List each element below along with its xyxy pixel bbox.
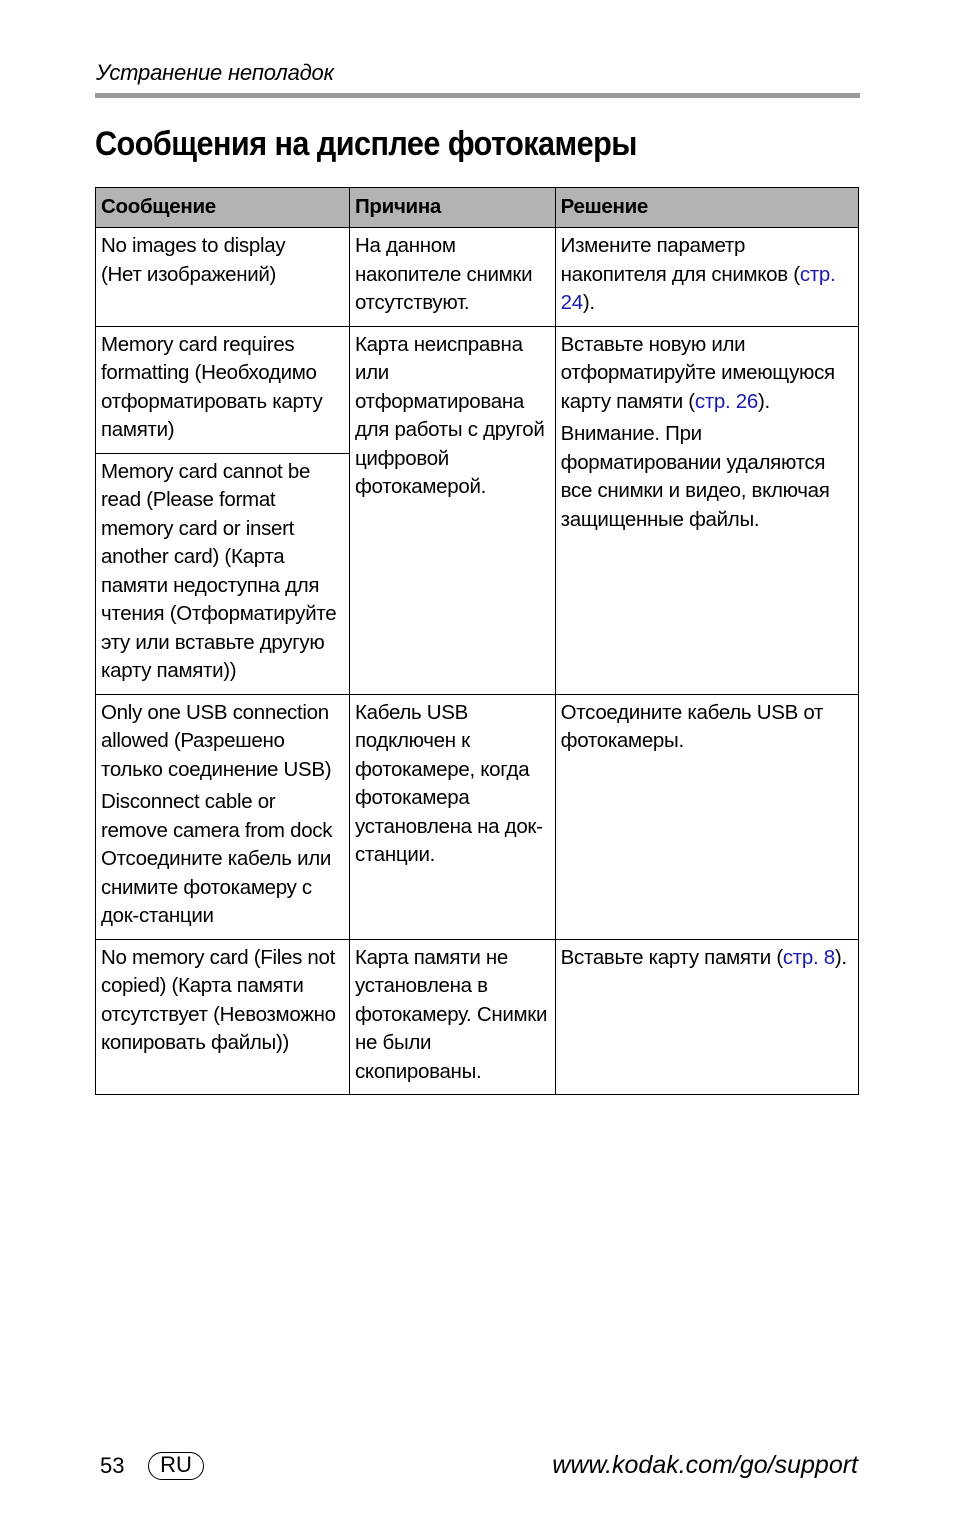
- table-row: [96, 228, 859, 327]
- language-badge: RU: [148, 1452, 204, 1480]
- header-rule: [95, 93, 860, 98]
- solution-cell: [555, 326, 858, 694]
- solution-text: Вставьте новую или отформатируйте имеющуюся карту памяти (: [560, 332, 835, 413]
- message-text-secondary: Disconnect cable or remove camera from dock Отсоедините кабель или снимите фотокамеру с док-станции: [101, 790, 333, 927]
- message-cell: [96, 694, 350, 939]
- solution-text: Вставьте карту памяти (: [560, 945, 783, 969]
- message-translation: (Нет изображений): [101, 262, 277, 286]
- message-text: No images to display: [101, 234, 286, 257]
- page-title: Сообщения на дисплее фотокамеры: [95, 125, 637, 163]
- solution-paragraph: [561, 331, 853, 417]
- message-cell: Memory card requires formatting (Необходимо отформатировать карту памяти): [96, 326, 350, 453]
- solution-cell: [555, 228, 858, 327]
- solution-text-end: ).: [757, 389, 770, 413]
- message-cell: [96, 228, 350, 327]
- support-url[interactable]: www.kodak.com/go/support: [552, 1451, 858, 1479]
- column-header-solution: Решение: [555, 188, 858, 228]
- solution-text-end: ).: [834, 945, 847, 969]
- table-header-row: [96, 188, 859, 228]
- running-head: Устранение неполадок: [96, 60, 334, 85]
- messages-table: [95, 187, 859, 1095]
- table-row: [96, 694, 859, 939]
- warning-note: Внимание. При форматировании удаляются все снимки и видео, включая защищенные файлы.: [560, 422, 830, 531]
- page-ref-link[interactable]: стр. 26: [694, 389, 758, 413]
- message-cell: Memory card cannot be read (Please format memory card or insert another card) (Карта памяти недоступна для чтения (Отформатируйте эту или вставьте другую карту памяти)): [96, 453, 350, 694]
- solution-text: Измените параметр накопителя для снимков (: [560, 234, 800, 286]
- message-text: Only one USB connection allowed (Разрешено только соединение USB): [101, 700, 332, 781]
- message-cell: No memory card (Files not copied) (Карта памяти отсутствует (Невозможно копировать файлы)): [96, 939, 350, 1095]
- cause-cell: Карта неисправна или отформатирована для работы с другой цифровой фотокамерой.: [349, 326, 555, 694]
- table-row: [96, 326, 859, 453]
- cause-cell: Карта памяти не установлена в фотокамеру. Снимки не были скопированы.: [349, 939, 555, 1095]
- column-header-cause: Причина: [349, 188, 555, 228]
- page-ref-link[interactable]: стр. 24: [560, 262, 836, 314]
- solution-cell: [555, 939, 858, 1095]
- cause-cell: Кабель USB подключен к фотокамере, когда фотокамера установлена на док-станции.: [349, 694, 555, 939]
- column-header-message: Сообщение: [96, 188, 350, 228]
- solution-text-end: ).: [582, 291, 595, 314]
- page-footer: [100, 1450, 858, 1484]
- cause-cell: На данном накопителе снимки отсутствуют.: [349, 228, 555, 327]
- page-ref-link[interactable]: стр. 8: [782, 945, 835, 969]
- table-row: [96, 939, 859, 1095]
- solution-cell: Отсоедините кабель USB от фотокамеры.: [555, 694, 858, 939]
- page-number: 53: [100, 1453, 125, 1478]
